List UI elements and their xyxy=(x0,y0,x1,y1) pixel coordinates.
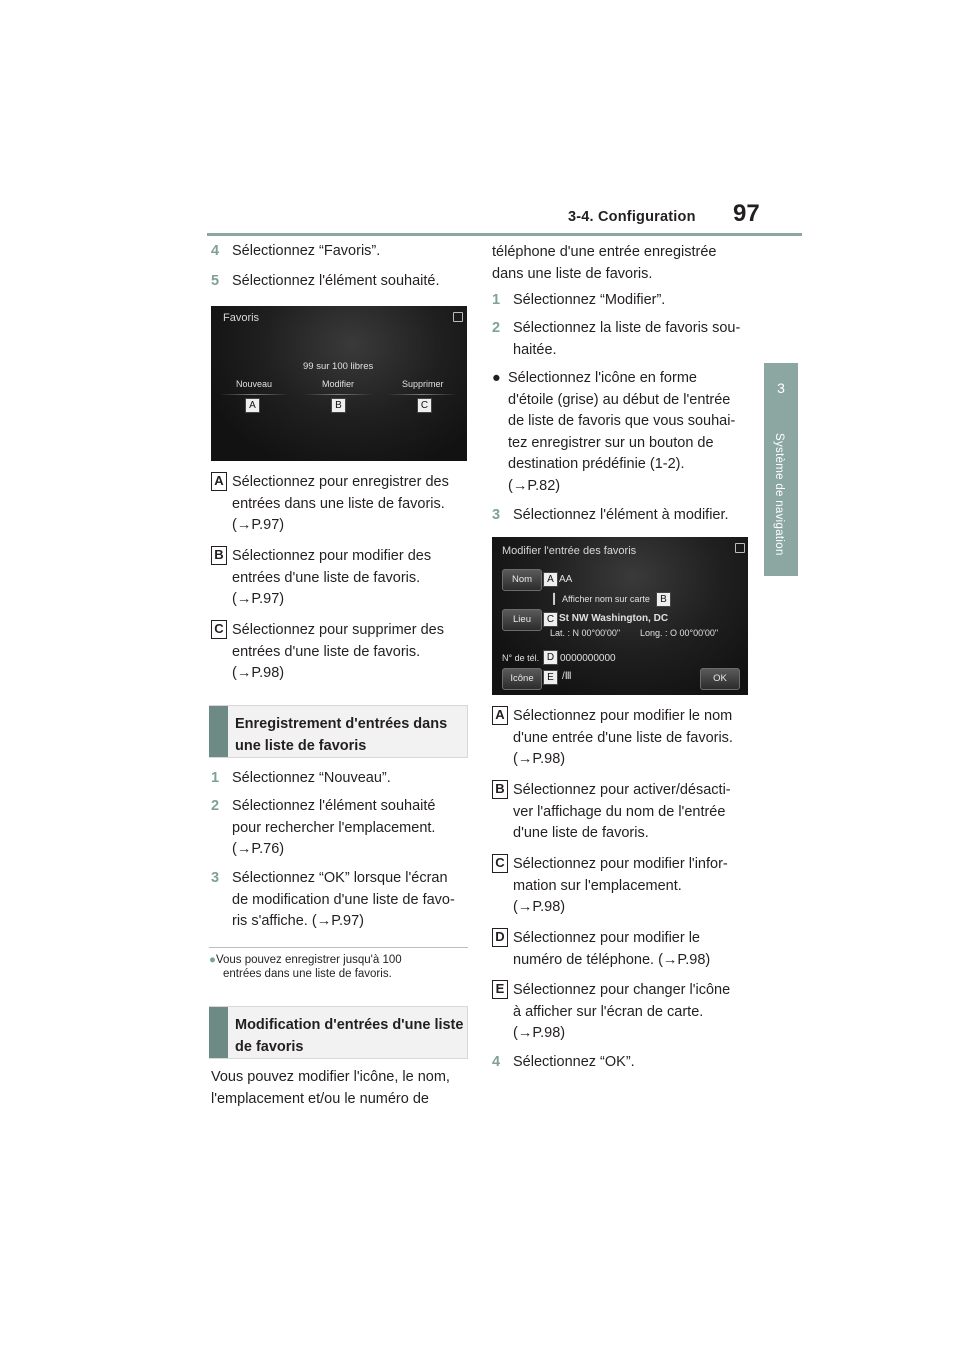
note-text: entrées dans une liste de favoris. xyxy=(223,968,392,980)
step-line: ris s'affiche. (→P.97) xyxy=(232,913,364,929)
close-icon[interactable] xyxy=(735,543,745,553)
star-marker-icon[interactable]: ❙ xyxy=(549,591,560,605)
step-number: 4 xyxy=(211,243,220,259)
desc-line: entrées dans une liste de favoris. xyxy=(232,495,445,512)
desc-line: Sélectionnez pour activer/désacti- xyxy=(513,782,731,798)
step-number: 2 xyxy=(492,320,501,336)
step-number: 1 xyxy=(211,770,220,786)
name-button[interactable]: Nom xyxy=(502,569,542,591)
step-text: Sélectionnez “OK”. xyxy=(513,1054,635,1070)
label-box-a: A xyxy=(492,706,508,725)
icon-button[interactable]: Icône xyxy=(502,668,542,690)
intro-line: l'emplacement et/ou le numéro de xyxy=(211,1090,429,1107)
desc-line: entrées d'une liste de favoris. xyxy=(232,643,421,660)
step-line: Sélectionnez l'élément souhaité xyxy=(232,798,436,814)
modify-button[interactable]: Modifier xyxy=(322,379,355,389)
place-button[interactable]: Lieu xyxy=(502,609,542,631)
bullet-line: de liste de favoris que vous souhai- xyxy=(508,413,736,429)
callout-a: A xyxy=(245,398,260,413)
step-number: 3 xyxy=(492,507,501,523)
close-icon[interactable] xyxy=(453,312,463,322)
item-description xyxy=(513,780,731,845)
step-line: de modification d'une liste de favo- xyxy=(232,891,455,908)
ok-button[interactable]: OK xyxy=(700,668,740,690)
step-text: Sélectionnez “Modifier”. xyxy=(513,292,666,308)
bullet-icon: ● xyxy=(209,954,216,966)
callout-c: C xyxy=(543,612,558,627)
note-divider xyxy=(209,947,468,948)
phone-value: 0000000000 xyxy=(560,653,616,664)
item-description xyxy=(513,980,730,1045)
step-text xyxy=(513,318,740,361)
intro-line: Vous pouvez modifier l'icône, le nom, xyxy=(211,1069,450,1085)
item-description xyxy=(232,472,449,537)
step-number: 3 xyxy=(211,870,220,886)
item-description xyxy=(513,854,728,919)
header-divider xyxy=(207,233,802,236)
page-ref[interactable]: (→P.97) xyxy=(232,517,285,533)
step-number: 4 xyxy=(492,1054,501,1070)
icon-value: /Ⅲ xyxy=(562,671,572,682)
longitude: Long. : O 00°00'00" xyxy=(640,628,719,638)
free-count: 99 sur 100 libres xyxy=(303,361,374,372)
step-text: Sélectionnez l'élément souhaité. xyxy=(232,273,440,289)
callout-c: C xyxy=(417,398,432,413)
section-title xyxy=(235,1015,463,1058)
bullet-line: Sélectionnez l'icône en forme xyxy=(508,370,697,386)
step-text: Sélectionnez “Nouveau”. xyxy=(232,770,391,786)
page-ref[interactable]: (→P.97) xyxy=(232,591,285,607)
note xyxy=(209,953,471,981)
phone-button[interactable]: N° de tél. xyxy=(502,653,540,663)
button-underline xyxy=(387,394,457,395)
page-ref[interactable]: (→P.76) xyxy=(232,841,285,857)
step-line: pour rechercher l'emplacement. xyxy=(232,819,436,836)
page-ref[interactable]: (→P.98) xyxy=(513,899,566,915)
desc-line: à afficher sur l'écran de carte. xyxy=(513,1003,704,1020)
screen-title: Modifier l'entrée des favoris xyxy=(502,545,637,557)
desc-line: mation sur l'emplacement. xyxy=(513,877,682,894)
desc-line: ver l'affichage du nom de l'entrée xyxy=(513,803,726,820)
desc-line: d'une entrée d'une liste de favoris. xyxy=(513,729,733,746)
desc-line: Sélectionnez pour modifier l'infor- xyxy=(513,856,728,872)
note-line xyxy=(209,953,471,967)
intro-line: dans une liste de favoris. xyxy=(492,265,653,282)
bullet-icon: ● xyxy=(492,370,501,386)
section-title xyxy=(235,714,447,757)
screen-title: Favoris xyxy=(223,312,260,324)
desc-line: Sélectionnez pour supprimer des xyxy=(232,622,444,638)
name-value: AA xyxy=(559,574,573,585)
desc-line: numéro de téléphone. (→P.98) xyxy=(513,951,711,968)
step-line: haitée. xyxy=(513,341,557,358)
delete-button[interactable]: Supprimer xyxy=(402,379,444,389)
section-heading: 3-4. Configuration xyxy=(568,209,696,225)
desc-line: Sélectionnez pour modifier des xyxy=(232,548,432,564)
page-ref[interactable]: (→P.98) xyxy=(513,1025,566,1041)
step-number: 5 xyxy=(211,273,220,289)
page-ref[interactable]: (→P.98) xyxy=(513,751,566,767)
desc-line: Sélectionnez pour changer l'icône xyxy=(513,982,731,998)
step-number: 2 xyxy=(211,798,220,814)
intro-line: téléphone d'une entrée enregistrée xyxy=(492,244,717,260)
section-register-favorites xyxy=(209,705,468,758)
section-modify-favorites xyxy=(209,1006,468,1059)
label-box-c: C xyxy=(492,854,508,873)
label-box-b: B xyxy=(211,546,227,565)
page-ref[interactable]: (→P.82) xyxy=(508,477,561,494)
show-name-toggle[interactable]: Afficher nom sur carte xyxy=(562,594,650,604)
bullet-text xyxy=(508,368,735,497)
note-text: Vous pouvez enregistrer jusqu'à 100 xyxy=(215,954,402,966)
step-number: 1 xyxy=(492,292,501,308)
desc-line: entrées d'une liste de favoris. xyxy=(232,569,421,586)
label-box-c: C xyxy=(211,620,227,639)
page-number: 97 xyxy=(733,200,760,227)
latitude: Lat. : N 00°00'00" xyxy=(550,628,621,638)
item-description xyxy=(232,620,444,685)
step-line: Sélectionnez la liste de favoris sou- xyxy=(513,320,741,336)
title-line: Enregistrement d'entrées dans xyxy=(235,716,448,732)
title-line: Modification d'entrées d'une liste xyxy=(235,1017,464,1033)
bullet-line: tez enregistrer sur un bouton de xyxy=(508,434,714,451)
new-button[interactable]: Nouveau xyxy=(236,379,273,389)
address-value: St NW Washington, DC xyxy=(559,613,669,624)
chapter-label: Système de navigation xyxy=(773,433,785,556)
callout-a: A xyxy=(543,572,558,587)
callout-e: E xyxy=(543,670,558,685)
bullet-line: d'étoile (grise) au début de l'entrée xyxy=(508,391,731,408)
callout-b: B xyxy=(331,398,346,413)
title-line: une liste de favoris xyxy=(235,737,367,754)
title-line: de favoris xyxy=(235,1038,304,1055)
item-description xyxy=(513,928,710,971)
desc-line: Sélectionnez pour enregistrer des xyxy=(232,474,449,490)
label-box-d: D xyxy=(492,928,508,947)
step-text: Sélectionnez “Favoris”. xyxy=(232,243,381,259)
chapter-tab xyxy=(764,363,798,576)
step-text xyxy=(232,868,455,933)
desc-line: Sélectionnez pour modifier le xyxy=(513,930,700,946)
section-accent-bar xyxy=(209,706,228,757)
section-accent-bar xyxy=(209,1007,228,1058)
edit-favorite-screen xyxy=(492,537,748,695)
button-underline xyxy=(303,394,373,395)
item-description xyxy=(513,706,733,771)
favorites-screen xyxy=(211,306,467,461)
label-box-e: E xyxy=(492,980,508,999)
button-underline xyxy=(219,394,289,395)
modify-intro xyxy=(211,1067,473,1110)
step-text xyxy=(232,796,435,861)
label-box-b: B xyxy=(492,780,508,799)
bullet-line: destination prédéfinie (1-2). xyxy=(508,456,685,472)
page-ref[interactable]: (→P.98) xyxy=(232,665,285,681)
desc-line: d'une liste de favoris. xyxy=(513,825,649,841)
label-box-a: A xyxy=(211,472,227,491)
chapter-number: 3 xyxy=(777,380,785,396)
step-text: Sélectionnez l'élément à modifier. xyxy=(513,507,729,523)
item-description xyxy=(232,546,431,611)
step-line: Sélectionnez “OK” lorsque l'écran xyxy=(232,870,448,886)
callout-d: D xyxy=(543,650,558,665)
callout-b: B xyxy=(656,592,671,607)
modify-intro-cont xyxy=(492,242,754,285)
desc-line: Sélectionnez pour modifier le nom xyxy=(513,708,733,724)
